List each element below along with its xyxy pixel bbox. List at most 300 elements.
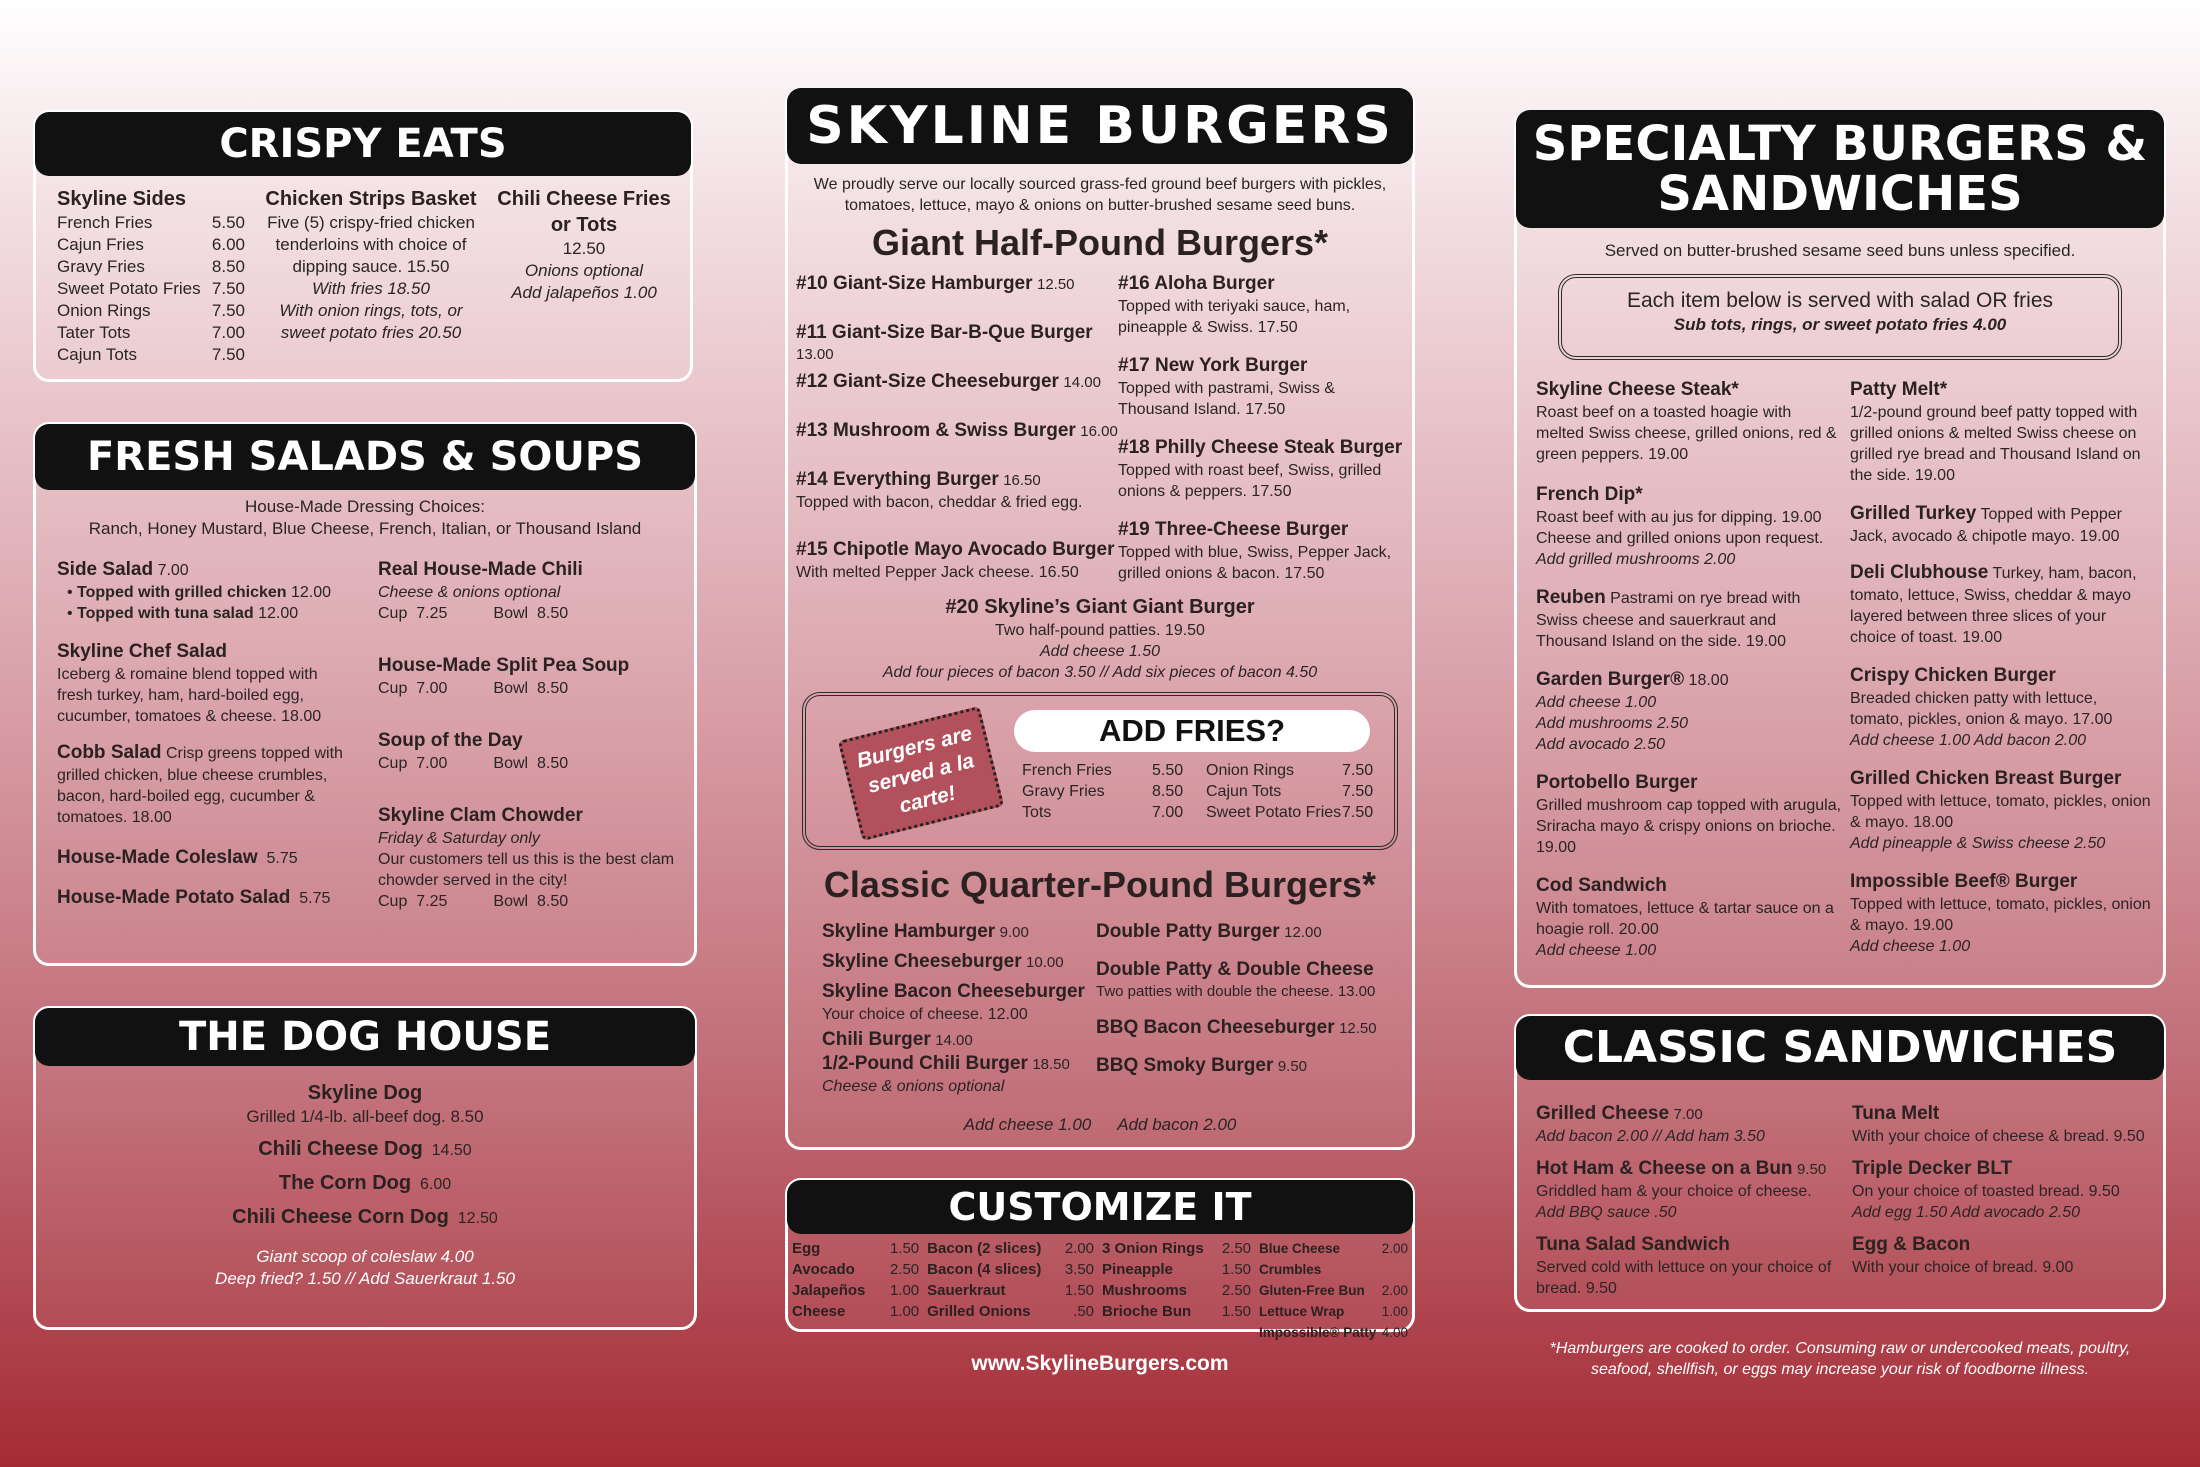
specialty-item-head bbox=[1850, 502, 2154, 526]
customize-item-price: 3.50 bbox=[1064, 1261, 1095, 1278]
a-la-carte-badge: Burgers are served a la carte! bbox=[838, 706, 1005, 841]
fries-onion-rings-price: 7.50 bbox=[1342, 762, 1374, 779]
side-item-name: Cajun Tots bbox=[57, 345, 138, 364]
fries-list bbox=[1022, 760, 1374, 823]
specialty-item-desc: Topped with lettuce, tomato, pickles, onion & mayo. 19.00 bbox=[1850, 896, 2151, 934]
sides-list bbox=[57, 212, 245, 366]
fries-tots-price: 7.00 bbox=[1152, 804, 1184, 821]
specialty-item-name: Deli Clubhouse bbox=[1850, 562, 1989, 583]
classic-half-chili-name: 1/2-Pound Chili Burger bbox=[822, 1053, 1028, 1074]
side-item bbox=[57, 212, 245, 234]
split-pea-name: House-Made Split Pea Soup bbox=[378, 655, 630, 676]
coleslaw-price: 5.75 bbox=[266, 850, 298, 867]
cobb-salad-name: Cobb Salad bbox=[57, 742, 162, 763]
side-salad-opt2: • Topped with tuna salad 12.00 bbox=[67, 605, 299, 622]
fries-french: French Fries bbox=[1022, 762, 1112, 779]
specialty-right-col bbox=[1850, 378, 2154, 973]
customize-item bbox=[927, 1238, 1094, 1259]
chili-bowl-price: 8.50 bbox=[536, 605, 569, 622]
giant-11-price: 13.00 bbox=[796, 346, 834, 363]
chili-cheese-fries bbox=[492, 186, 676, 304]
customize-item-price: 4.00 bbox=[1381, 1325, 1409, 1340]
sandwich-item-name: Triple Decker BLT bbox=[1852, 1158, 2013, 1179]
salads-left-col bbox=[57, 558, 357, 910]
giant-19-desc: Topped with blue, Swiss, Pepper Jack, grilled onions & bacon. 17.50 bbox=[1118, 544, 1392, 582]
side-item-name: Cajun Fries bbox=[57, 235, 144, 254]
customize-item-price: 1.50 bbox=[1064, 1282, 1095, 1299]
classic-cheeseburger-name: Skyline Cheeseburger bbox=[822, 951, 1022, 972]
sandwich-item-head bbox=[1852, 1157, 2154, 1181]
customize-item-price: 1.50 bbox=[1221, 1303, 1252, 1320]
side-item bbox=[57, 278, 245, 300]
specialty-item bbox=[1850, 502, 2154, 547]
specialty-item-head bbox=[1536, 483, 1842, 507]
classic-bacon-name: Skyline Bacon Cheeseburger bbox=[822, 981, 1085, 1002]
customize-item bbox=[927, 1301, 1094, 1322]
specialty-item bbox=[1536, 668, 1842, 755]
classic-bbq-smoky bbox=[1096, 1054, 1401, 1078]
potato-salad-name: House-Made Potato Salad bbox=[57, 887, 291, 908]
sandwich-item bbox=[1852, 1157, 2154, 1223]
skyline-burgers-header: SKYLINE BURGERS bbox=[787, 88, 1413, 164]
fries-french-price: 5.50 bbox=[1152, 762, 1184, 779]
side-item-price: 7.50 bbox=[211, 345, 245, 364]
side-item bbox=[57, 322, 245, 344]
giant-10 bbox=[796, 272, 1121, 321]
giant-12 bbox=[796, 370, 1121, 419]
chili-cheese-corn-dog bbox=[40, 1204, 690, 1230]
split-pea-prices bbox=[378, 678, 678, 699]
salad-fries-text bbox=[1560, 288, 2120, 336]
customize-item bbox=[1102, 1238, 1251, 1259]
sandwich-item-name: Hot Ham & Cheese on a Bun bbox=[1536, 1158, 1793, 1179]
chili-cheese-dog-price: 14.50 bbox=[431, 1142, 472, 1159]
chili-cheese-dog-name: Chili Cheese Dog bbox=[258, 1138, 423, 1160]
side-salad bbox=[57, 558, 357, 582]
classic-sandwiches-left bbox=[1536, 1102, 1846, 1309]
giant-14-name: #14 Everything Burger bbox=[796, 469, 999, 490]
customize-item-name: Avocado bbox=[792, 1261, 855, 1278]
side-item-name: French Fries bbox=[57, 213, 153, 232]
side-item-name: Onion Rings bbox=[57, 301, 151, 320]
side-item-price: 7.50 bbox=[211, 301, 245, 320]
classic-hamburger-price: 9.00 bbox=[999, 924, 1029, 941]
sandwich-item-head bbox=[1852, 1102, 2154, 1126]
specialty-item bbox=[1850, 378, 2154, 486]
customize-item-price: 1.00 bbox=[889, 1303, 920, 1320]
giant-title: Giant Half-Pound Burgers* bbox=[871, 222, 1329, 263]
specialty-item-head bbox=[1536, 874, 1842, 898]
side-item-price: 6.00 bbox=[211, 235, 245, 254]
corn-dog bbox=[40, 1170, 690, 1196]
side-item bbox=[57, 234, 245, 256]
specialty-item-head bbox=[1536, 668, 1842, 692]
classic-bbq-smoky-price: 9.50 bbox=[1277, 1058, 1308, 1075]
giant-18-desc: Topped with roast beef, Swiss, grilled onions & peppers. 17.50 bbox=[1118, 462, 1382, 500]
cup-label: Cup bbox=[378, 755, 408, 772]
giant-20-name: #20 Skyline’s Giant Giant Burger bbox=[945, 596, 1255, 618]
fries-cajun-tots-price: 7.50 bbox=[1342, 783, 1374, 800]
sandwich-item-desc: With your choice of cheese & bread. 9.50 bbox=[1852, 1128, 2145, 1145]
customize-header: CUSTOMIZE IT bbox=[787, 1180, 1413, 1234]
side-item bbox=[57, 300, 245, 322]
specialty-item-name: Patty Melt* bbox=[1850, 379, 1948, 400]
customize-item-name: Bacon (2 slices) bbox=[927, 1240, 1042, 1257]
chef-salad-desc: Iceberg & romaine blend topped with fresh turkey, ham, hard-boiled egg, cucumber, tomatoes & cheese. 18.00 bbox=[57, 666, 322, 725]
chili-note: Cheese & onions optional bbox=[378, 584, 561, 601]
coleslaw bbox=[57, 846, 357, 870]
sandwich-item-opt: Add egg 1.50 Add avocado 2.50 bbox=[1852, 1204, 2081, 1221]
customize-item-name: Blue Cheese Crumbles bbox=[1259, 1241, 1341, 1277]
classic-title: Classic Quarter-Pound Burgers* bbox=[823, 864, 1377, 905]
specialty-item-opt: Add cheese 1.00 bbox=[1850, 938, 1971, 955]
dog-note1: Giant scoop of coleslaw 4.00 bbox=[256, 1247, 474, 1266]
chili-cheese-dog bbox=[40, 1136, 690, 1162]
specialty-item-desc: Jack, avocado & chipotle mayo. 19.00 bbox=[1850, 528, 2120, 545]
specialty-item-name: Cod Sandwich bbox=[1536, 875, 1667, 896]
giant-17-name: #17 New York Burger bbox=[1118, 355, 1308, 376]
sandwich-item bbox=[1536, 1102, 1846, 1147]
customize-item-name: Gluten-Free Bun bbox=[1259, 1283, 1365, 1298]
soups-col bbox=[378, 558, 678, 912]
classic-half-chili-price: 18.50 bbox=[1032, 1056, 1070, 1073]
customize-item-price: 1.50 bbox=[1221, 1261, 1252, 1278]
giant-12-price: 14.00 bbox=[1063, 374, 1101, 391]
sandwich-item-desc: Griddled ham & your choice of cheese. bbox=[1536, 1183, 1812, 1200]
dressing-choices bbox=[40, 496, 690, 540]
customize-col bbox=[1102, 1238, 1251, 1343]
classic-half-chili-desc: Cheese & onions optional bbox=[822, 1078, 1005, 1095]
classic-cheeseburger bbox=[822, 950, 1102, 980]
giant-13-name: #13 Mushroom & Swiss Burger bbox=[796, 420, 1076, 441]
giant-10-name: #10 Giant-Size Hamburger bbox=[796, 273, 1033, 294]
specialty-item-opt: Add pineapple & Swiss cheese 2.50 bbox=[1850, 835, 2106, 852]
customize-item-name: Bacon (4 slices) bbox=[927, 1261, 1042, 1278]
specialty-item bbox=[1536, 378, 1842, 465]
customize-item bbox=[1259, 1322, 1408, 1343]
specialty-item-opt: Add cheese 1.00 bbox=[1536, 694, 1657, 711]
sandwich-item-name: Grilled Cheese bbox=[1536, 1103, 1670, 1124]
fries-onion-rings: Onion Rings bbox=[1206, 762, 1295, 779]
giant-20-desc: Two half-pound patties. 19.50 bbox=[995, 622, 1205, 639]
side-salad-opt1-price: 12.00 bbox=[291, 584, 332, 601]
side-item-price: 8.50 bbox=[211, 257, 245, 276]
giant-left-col bbox=[796, 272, 1121, 583]
clam-chowder-note: Friday & Saturday only bbox=[378, 830, 540, 847]
specialty-item-desc: tomato, lettuce, Swiss, cheddar & mayo layered between three slices of your choice of toast. 19.00 bbox=[1850, 587, 2132, 646]
split-bowl-price: 8.50 bbox=[536, 680, 569, 697]
sandwich-item-price: 7.00 bbox=[1673, 1106, 1703, 1123]
day-cup-price: 7.00 bbox=[416, 755, 448, 772]
fries-sweet-potato-price: 7.50 bbox=[1342, 804, 1374, 821]
specialty-item-lead: Pastrami on rye bread with bbox=[1610, 590, 1801, 607]
salad-fries-line1: Each item below is served with salad OR fries bbox=[1627, 289, 2053, 312]
fries-cajun-tots: Cajun Tots bbox=[1206, 783, 1282, 800]
sandwich-item bbox=[1852, 1102, 2154, 1147]
specialty-item-name: Grilled Turkey bbox=[1850, 503, 1977, 524]
side-salad-opt2-price: 12.00 bbox=[258, 605, 299, 622]
customize-item bbox=[927, 1259, 1094, 1280]
bowl-label: Bowl bbox=[493, 680, 529, 697]
customize-item-name: Pineapple bbox=[1102, 1261, 1173, 1278]
corn-dog-name: The Corn Dog bbox=[278, 1172, 412, 1194]
customize-item-price: 2.50 bbox=[889, 1261, 920, 1278]
giant-15-desc: With melted Pepper Jack cheese. 16.50 bbox=[796, 564, 1079, 581]
classic-bacon-cheeseburger bbox=[822, 980, 1102, 1028]
classic-bbq-smoky-name: BBQ Smoky Burger bbox=[1096, 1055, 1274, 1076]
giant-16 bbox=[1118, 272, 1410, 354]
specialty-item-head bbox=[1536, 378, 1842, 402]
side-item-name: Gravy Fries bbox=[57, 257, 145, 276]
chili-cup-price: 7.25 bbox=[416, 605, 448, 622]
customize-item bbox=[1259, 1238, 1408, 1280]
side-item-price: 5.50 bbox=[211, 213, 245, 232]
dog-items bbox=[40, 1080, 690, 1290]
specialty-left-col bbox=[1536, 378, 1842, 977]
specialty-item-head bbox=[1850, 870, 2154, 894]
specialty-subtitle: Served on butter-brushed sesame seed buns unless specified. bbox=[1604, 241, 2076, 260]
specialty-item bbox=[1850, 664, 2154, 751]
specialty-item-name: Skyline Cheese Steak* bbox=[1536, 379, 1739, 400]
specialty-item-desc: Breaded chicken patty with lettuce, tomato, pickles, onion & mayo. 17.00 bbox=[1850, 690, 2113, 728]
sandwich-item-head bbox=[1536, 1102, 1846, 1126]
specialty-item-desc: Roast beef on a toasted hoagie with melted Swiss cheese, grilled onions, red & green peppers. 19.00 bbox=[1536, 404, 1837, 463]
sandwich-item bbox=[1536, 1233, 1846, 1299]
skyline-dog-desc: Grilled 1/4-lb. all-beef dog. 8.50 bbox=[246, 1107, 484, 1126]
dog-note2: Deep fried? 1.50 // Add Sauerkraut 1.50 bbox=[215, 1269, 515, 1288]
classic-double-price: 12.00 bbox=[1284, 924, 1322, 941]
skyline-dog-name: Skyline Dog bbox=[307, 1082, 423, 1104]
chicken-strips-onion: With onion rings, tots, or sweet potato fries 20.50 bbox=[279, 301, 463, 342]
giant-20 bbox=[790, 594, 1410, 683]
specialty-item-head bbox=[1536, 586, 1842, 610]
split-cup-price: 7.00 bbox=[416, 680, 448, 697]
bowl-label: Bowl bbox=[493, 605, 529, 622]
chili-name: Real House-Made Chili bbox=[378, 559, 583, 580]
specialty-item-lead: 18.00 bbox=[1688, 672, 1729, 689]
chef-salad-name: Skyline Chef Salad bbox=[57, 641, 228, 662]
customize-item bbox=[792, 1280, 919, 1301]
chili-cheese-fries-title: Chili Cheese Fries or Tots bbox=[497, 188, 671, 236]
side-salad-opt1: • Topped with grilled chicken 12.00 bbox=[67, 584, 332, 601]
specialty-item-name: French Dip* bbox=[1536, 484, 1643, 505]
cup-label: Cup bbox=[378, 605, 408, 622]
sandwich-item-head bbox=[1852, 1233, 2154, 1257]
clam-chowder-desc: Our customers tell us this is the best clam chowder served in the city! bbox=[378, 851, 675, 889]
customize-item-name: Brioche Bun bbox=[1102, 1303, 1192, 1320]
specialty-item bbox=[1536, 483, 1842, 570]
giant-20-cheese: Add cheese 1.50 bbox=[1039, 643, 1161, 660]
customize-item bbox=[1102, 1301, 1251, 1322]
giant-12-name: #12 Giant-Size Cheeseburger bbox=[796, 371, 1059, 392]
specialty-item-name: Garden Burger® bbox=[1536, 669, 1685, 690]
giant-15 bbox=[796, 538, 1121, 583]
customize-item-name: Impossible® Patty bbox=[1259, 1325, 1377, 1340]
classic-hamburger-name: Skyline Hamburger bbox=[822, 921, 996, 942]
classic-bbq-bacon-name: BBQ Bacon Cheeseburger bbox=[1096, 1017, 1335, 1038]
skyline-sides-title: Skyline Sides bbox=[57, 188, 186, 210]
specialty-item-opt: Add cheese 1.00 Add bacon 2.00 bbox=[1850, 732, 2087, 749]
cobb-salad bbox=[57, 741, 357, 828]
clam-cup-price: 7.25 bbox=[416, 893, 448, 910]
customize-col bbox=[927, 1238, 1094, 1343]
customize-item-price: 1.00 bbox=[889, 1282, 920, 1299]
giant-19 bbox=[1118, 518, 1410, 584]
classic-addons bbox=[790, 1114, 1410, 1136]
cup-label: Cup bbox=[378, 893, 408, 910]
customize-grid bbox=[792, 1238, 1408, 1343]
specialty-item-opt: Add mushrooms 2.50 bbox=[1536, 715, 1689, 732]
customize-item-price: 2.00 bbox=[1381, 1241, 1409, 1256]
customize-item bbox=[1259, 1301, 1408, 1322]
fries-sweet-potato: Sweet Potato Fries bbox=[1206, 804, 1342, 821]
chicken-strips-title: Chicken Strips Basket bbox=[265, 188, 477, 210]
customize-item-price: 2.00 bbox=[1381, 1283, 1409, 1298]
sandwich-item-name: Egg & Bacon bbox=[1852, 1234, 1971, 1255]
sandwich-item-opt: Add BBQ sauce .50 bbox=[1536, 1204, 1677, 1221]
specialty-item-desc: Topped with lettuce, tomato, pickles, onion & mayo. 18.00 bbox=[1850, 793, 2151, 831]
giant-11-name: #11 Giant-Size Bar-B-Que Burger bbox=[796, 322, 1093, 343]
specialty-item-head bbox=[1850, 378, 2154, 402]
chili-cheese-fries-opt2: Add jalapeños 1.00 bbox=[511, 283, 657, 302]
sandwich-item-opt: Add bacon 2.00 // Add ham 3.50 bbox=[1536, 1128, 1765, 1145]
specialty-item-desc: Roast beef with au jus for dipping. 19.00 Cheese and grilled onions upon request. bbox=[1536, 509, 1824, 547]
customize-item-price: 1.50 bbox=[889, 1240, 920, 1257]
sandwich-item-name: Tuna Melt bbox=[1852, 1103, 1940, 1124]
giant-16-desc: Topped with teriyaki sauce, ham, pineapple & Swiss. 17.50 bbox=[1118, 298, 1351, 336]
potato-salad-price: 5.75 bbox=[299, 890, 331, 907]
customize-col bbox=[792, 1238, 919, 1343]
classic-chili-name: Chili Burger bbox=[822, 1029, 931, 1050]
giant-13 bbox=[796, 419, 1121, 468]
chili-cheese-fries-price: 12.50 bbox=[562, 239, 606, 258]
classic-sandwiches-header: CLASSIC SANDWICHES bbox=[1516, 1016, 2164, 1080]
sandwich-item-desc: With your choice of bread. 9.00 bbox=[1852, 1259, 2074, 1276]
website: www.SkylineBurgers.com bbox=[971, 1352, 1229, 1375]
sandwich-item-name: Tuna Salad Sandwich bbox=[1536, 1234, 1730, 1255]
classic-half-chili bbox=[822, 1052, 1102, 1097]
specialty-item bbox=[1536, 771, 1842, 858]
classic-double-cheese-desc: Two patties with double the cheese. 13.00 bbox=[1096, 983, 1376, 1000]
specialty-item-head bbox=[1850, 767, 2154, 791]
classic-bacon-desc: Your choice of cheese. 12.00 bbox=[822, 1006, 1028, 1023]
bowl-label: Bowl bbox=[493, 755, 529, 772]
salads-header: FRESH SALADS & SOUPS bbox=[35, 424, 695, 490]
classic-right-col bbox=[1096, 920, 1401, 1078]
side-salad-opt1-name: Topped with grilled chicken bbox=[77, 584, 287, 601]
classic-cheeseburger-price: 10.00 bbox=[1026, 954, 1064, 971]
specialty-item bbox=[1536, 874, 1842, 961]
side-item-name: Sweet Potato Fries bbox=[57, 279, 201, 298]
skyline-sides bbox=[57, 186, 245, 366]
soup-day-prices bbox=[378, 753, 678, 774]
specialty-item-name: Portobello Burger bbox=[1536, 772, 1698, 793]
side-item-price: 7.50 bbox=[211, 279, 245, 298]
customize-item bbox=[792, 1301, 919, 1322]
sandwich-item-desc: Served cold with lettuce on your choice of bread. 9.50 bbox=[1536, 1259, 1832, 1297]
fries-tots: Tots bbox=[1022, 804, 1052, 821]
sandwich-item-desc: On your choice of toasted bread. 9.50 bbox=[1852, 1183, 2120, 1200]
clam-bowl-price: 8.50 bbox=[536, 893, 569, 910]
chili-cheese-corn-dog-price: 12.50 bbox=[457, 1210, 498, 1227]
customize-col bbox=[1259, 1238, 1408, 1343]
clam-chowder-name: Skyline Clam Chowder bbox=[378, 805, 583, 826]
giant-15-name: #15 Chipotle Mayo Avocado Burger bbox=[796, 539, 1115, 560]
customize-item-name: Mushrooms bbox=[1102, 1282, 1188, 1299]
classic-bbq-bacon bbox=[1096, 1016, 1401, 1054]
specialty-item-opt: Add avocado 2.50 bbox=[1536, 736, 1665, 753]
specialty-item-name: Grilled Chicken Breast Burger bbox=[1850, 768, 2122, 789]
specialty-item-desc: 1/2-pound ground beef patty topped with grilled onions & melted Swiss cheese on grilled rye bread and Thousand Island on the side. 19.00 bbox=[1850, 404, 2141, 484]
specialty-item-opt: Add cheese 1.00 bbox=[1536, 942, 1657, 959]
specialty-item-name: Reuben bbox=[1536, 587, 1606, 608]
giant-17 bbox=[1118, 354, 1410, 436]
specialty-item-desc: With tomatoes, lettuce & tartar sauce on a hoagie roll. 20.00 bbox=[1536, 900, 1834, 938]
specialty-title-line2: SANDWICHES bbox=[1657, 166, 2023, 222]
specialty-item-name: Impossible Beef® Burger bbox=[1850, 871, 2078, 892]
customize-item-name: Sauerkraut bbox=[927, 1282, 1006, 1299]
bowl-label: Bowl bbox=[493, 893, 529, 910]
giant-19-name: #19 Three-Cheese Burger bbox=[1118, 519, 1349, 540]
customize-item bbox=[1259, 1280, 1408, 1301]
specialty-item-head bbox=[1850, 664, 2154, 688]
add-fries-title: ADD FRIES? bbox=[1014, 710, 1370, 752]
giant-10-price: 12.50 bbox=[1036, 276, 1075, 293]
classic-double-name: Double Patty Burger bbox=[1096, 921, 1280, 942]
customize-item-price: 1.00 bbox=[1381, 1304, 1409, 1319]
chicken-strips-fries: With fries 18.50 bbox=[312, 279, 430, 298]
giant-14-desc: Topped with bacon, cheddar & fried egg. bbox=[796, 494, 1083, 511]
dog-house-header: THE DOG HOUSE bbox=[35, 1008, 695, 1066]
classic-hamburger bbox=[822, 920, 1102, 950]
customize-item-name: Grilled Onions bbox=[927, 1303, 1031, 1320]
customize-item-name: Egg bbox=[792, 1240, 821, 1257]
chicken-strips bbox=[262, 186, 480, 344]
specialty-header bbox=[1516, 110, 2164, 228]
specialty-item-head bbox=[1536, 771, 1842, 795]
cobb-salad-desc: Crisp greens topped with grilled chicken, blue cheese crumbles, bacon, hard-boiled egg, cucumber & tomatoes. 18.00 bbox=[57, 745, 343, 826]
classic-chili-price: 14.00 bbox=[935, 1032, 973, 1049]
day-bowl-price: 8.50 bbox=[536, 755, 569, 772]
giant-11 bbox=[796, 321, 1121, 370]
specialty-item bbox=[1850, 561, 2154, 648]
sandwich-item-head bbox=[1536, 1157, 1846, 1181]
dressing-list: Ranch, Honey Mustard, Blue Cheese, French, Italian, or Thousand Island bbox=[88, 519, 642, 538]
classic-add-cheese: Add cheese 1.00 bbox=[963, 1115, 1092, 1134]
customize-item bbox=[792, 1259, 919, 1280]
specialty-item bbox=[1850, 870, 2154, 957]
customize-item-price: 2.50 bbox=[1221, 1282, 1252, 1299]
specialty-item-lead: Turkey, ham, bacon, bbox=[1992, 565, 2137, 582]
corn-dog-price: 6.00 bbox=[419, 1176, 452, 1193]
customize-item-name: Lettuce Wrap bbox=[1259, 1304, 1345, 1319]
specialty-item-desc: Swiss cheese and sauerkraut and Thousand Island on the side. 19.00 bbox=[1536, 612, 1786, 650]
dressing-title: House-Made Dressing Choices: bbox=[245, 497, 485, 516]
customize-item-price: 2.50 bbox=[1221, 1240, 1252, 1257]
giant-18-name: #18 Philly Cheese Steak Burger bbox=[1118, 437, 1403, 458]
classic-double bbox=[1096, 920, 1401, 958]
customize-item bbox=[1102, 1280, 1251, 1301]
sandwich-item-head bbox=[1536, 1233, 1846, 1257]
customize-item bbox=[1102, 1259, 1251, 1280]
classic-sandwiches-right bbox=[1852, 1102, 2154, 1288]
salad-fries-line2: Sub tots, rings, or sweet potato fries 4.00 bbox=[1673, 315, 2007, 334]
disclaimer: *Hamburgers are cooked to order. Consuming raw or undercooked meats, poultry, seafood, shellfish, or eggs may increase your risk of foodborne illness. bbox=[1549, 1340, 2131, 1378]
skyline-intro: We proudly serve our locally sourced grass-fed ground beef burgers with pickles, tomatoes, lettuce, mayo & onions on butter-brushed sesame seed buns. bbox=[813, 176, 1387, 214]
fries-gravy: Gravy Fries bbox=[1022, 783, 1105, 800]
classic-bbq-bacon-price: 12.50 bbox=[1339, 1020, 1377, 1037]
coleslaw-name: House-Made Coleslaw bbox=[57, 847, 258, 868]
